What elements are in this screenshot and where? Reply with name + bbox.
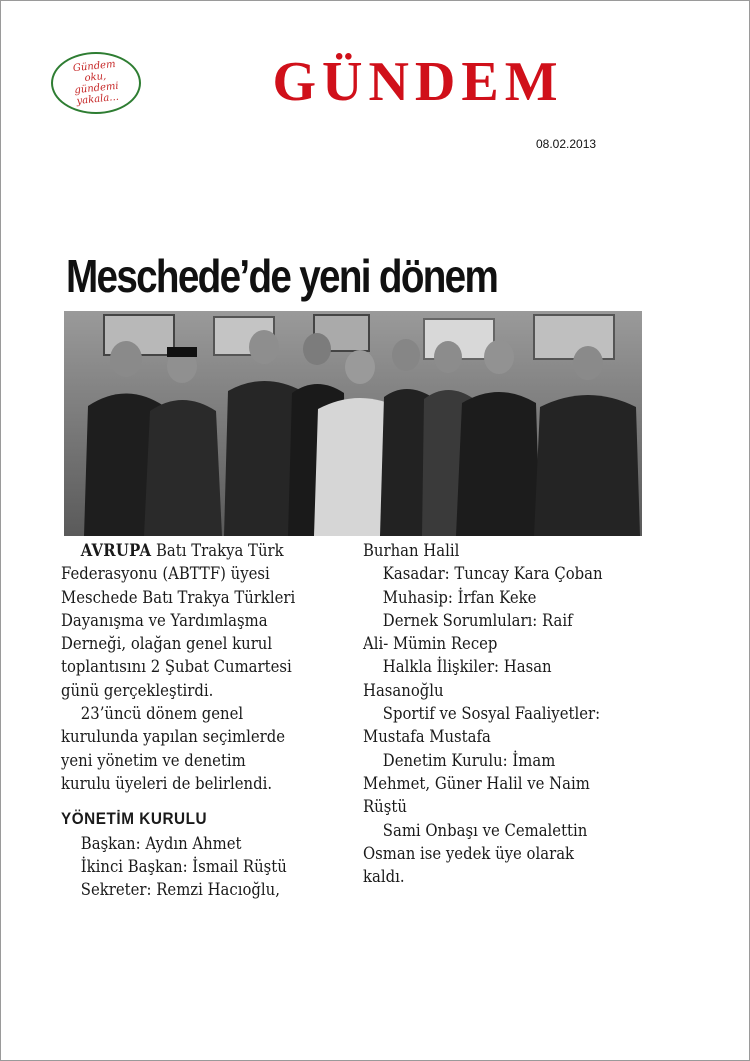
article-line: Hasanoğlu	[363, 680, 444, 700]
logo-line: yakala...	[76, 91, 120, 108]
article-line: Halkla İlişkiler: Hasan	[382, 657, 552, 677]
article-line: Federasyonu (ABTTF) üyesi	[61, 564, 270, 584]
article-column-left	[61, 539, 351, 901]
article-line: toplantısını 2 Şubat Cumartesi	[61, 657, 292, 677]
article-text: Batı Trakya Türk	[151, 541, 284, 560]
article-line: İkinci Başkan: İsmail Rüştü	[80, 856, 287, 876]
article-line: Dernek Sorumluları: Raif	[382, 610, 573, 630]
article-line: kurulunda yapılan seçimlerde	[61, 727, 286, 747]
lead-word: AVRUPA	[80, 541, 152, 560]
article-line: Kasadar: Tuncay Kara Çoban	[382, 564, 603, 584]
logo-slogan	[59, 57, 133, 108]
masthead-title: GÜNDEM	[272, 51, 564, 113]
article-line: Başkan: Aydın Ahmet	[80, 833, 242, 853]
article-line: kaldı.	[363, 867, 405, 887]
logo-line: Gündem	[72, 58, 117, 75]
article-line: Dayanışma ve Yardımlaşma	[61, 610, 268, 630]
logo-line: oku,	[84, 70, 107, 85]
article-line: Osman ise yedek üye olarak	[363, 843, 575, 863]
group-photo-icon	[64, 311, 642, 536]
article-line: Mustafa Mustafa	[363, 727, 491, 747]
group-photo	[64, 311, 642, 536]
article-line: Sekreter: Remzi Hacıoğlu,	[80, 880, 280, 900]
section-subhead: YÖNETİM KURULU	[61, 809, 208, 829]
article-line: Denetim Kurulu: İmam	[382, 750, 556, 770]
article-line: Ali- Mümin Recep	[363, 634, 498, 654]
article-line: Burhan Halil	[363, 541, 460, 560]
article-line: Sportif ve Sosyal Faaliyetler:	[382, 704, 601, 724]
article-line: Muhasip: İrfan Keke	[382, 587, 537, 607]
article-column-right	[363, 539, 642, 888]
article-line: kurulu üyeleri de belirlendi.	[61, 773, 273, 793]
gundem-logo	[51, 52, 141, 114]
article-line: Meschede Batı Trakya Türkleri	[61, 587, 296, 607]
article-line: Derneği, olağan genel kurul	[61, 634, 273, 654]
article-line	[61, 539, 351, 562]
logo-line: gündemi	[73, 80, 120, 97]
publication-date: 08.02.2013	[536, 137, 597, 151]
article-line: Rüştü	[363, 797, 407, 817]
article-line: yeni yönetim ve denetim	[61, 750, 246, 770]
article-line: 23’üncü dönem genel	[80, 704, 244, 724]
article-line: Sami Onbaşı ve Cemalettin	[382, 820, 588, 840]
article-line: Mehmet, Güner Halil ve Naim	[363, 773, 590, 793]
article-line: günü gerçekleştirdi.	[61, 680, 214, 700]
article-headline: Meschede’de yeni dönem	[66, 250, 498, 302]
